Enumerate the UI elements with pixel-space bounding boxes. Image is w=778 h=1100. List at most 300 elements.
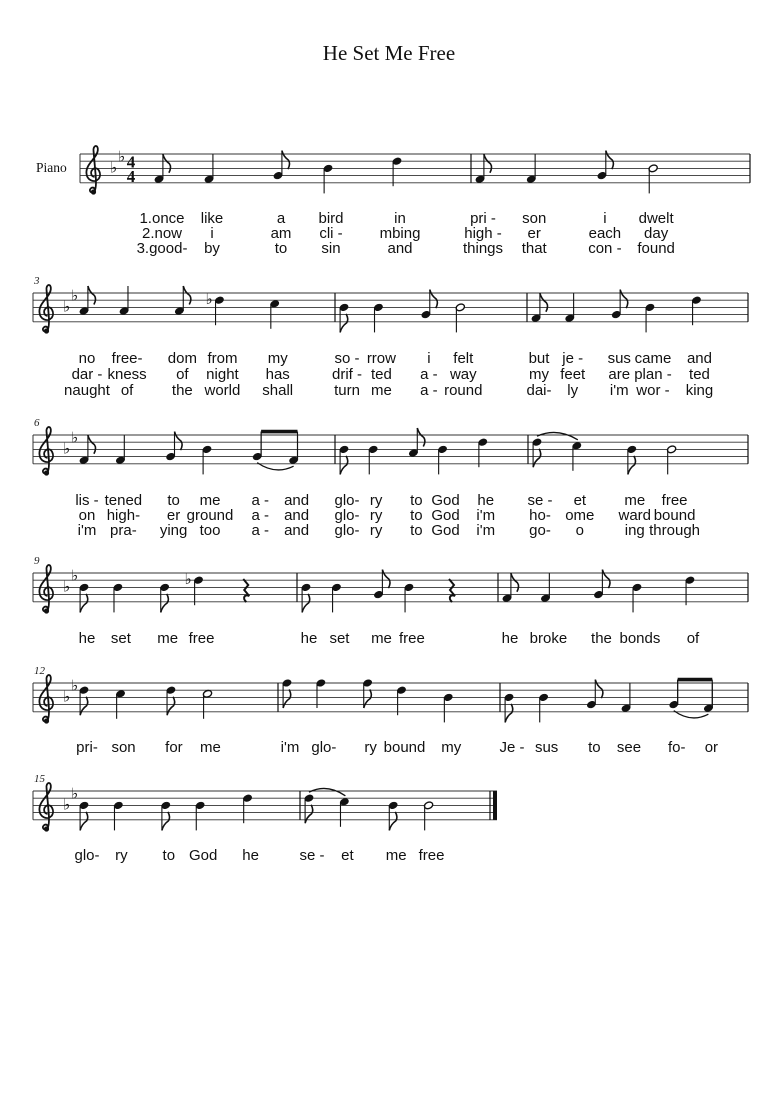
lyric-syllable: et (341, 847, 354, 864)
quarter-rest (243, 579, 249, 602)
lyric-syllable: round (444, 382, 483, 399)
eighth-flag-icon (533, 449, 541, 468)
lyric-syllable: er (527, 225, 541, 242)
lyric-syllable: for (165, 739, 183, 756)
treble-clef-icon-dot (44, 470, 49, 475)
lyric-syllable: found (637, 240, 675, 257)
note (443, 693, 453, 722)
lyric-syllable: pri- (76, 739, 98, 756)
treble-clef-icon (39, 285, 53, 332)
eighth-flag-icon (430, 290, 438, 309)
measure-number: 3 (34, 275, 40, 287)
eighth-flag-icon (183, 286, 191, 305)
lyric-syllable: each (588, 225, 622, 242)
lyric-syllable: on (78, 507, 96, 524)
lyric-syllable: glo- (74, 847, 100, 864)
system-2 (33, 275, 748, 399)
note (388, 801, 398, 830)
lyric-syllable: too (199, 522, 221, 539)
lyric-syllable: kness (107, 366, 147, 383)
lyric-syllable: se - (299, 847, 325, 864)
lyric-syllable: se - (527, 492, 553, 509)
key-signature-flat-icon: ♭ (71, 676, 79, 695)
eighth-flag-icon (540, 293, 548, 312)
key-signature-flat-icon: ♭ (71, 286, 79, 305)
lyric-syllable: the (171, 382, 193, 399)
lyric-syllable: from (207, 350, 238, 367)
note (79, 801, 89, 830)
lyric-syllable: to (410, 522, 423, 539)
note (396, 686, 406, 715)
note (572, 441, 582, 470)
lyric-syllable: ome (565, 507, 595, 524)
lyric-verse-3 (78, 522, 700, 539)
lyric-verse-3 (64, 382, 713, 399)
lyric-syllable: ho- (529, 507, 551, 524)
lyric-syllable: free (418, 847, 445, 864)
treble-clef-icon (86, 146, 100, 193)
lyric-syllable: drif - (332, 366, 362, 383)
note (368, 445, 378, 474)
eighth-flag-icon (340, 456, 348, 475)
lyric-syllable: set (110, 630, 131, 647)
quarter-rest-icon (243, 579, 249, 602)
note (115, 435, 125, 464)
lyric-syllable: con - (588, 240, 622, 257)
lyric-syllable: to (588, 739, 601, 756)
lyric-syllable: bound (383, 739, 426, 756)
eighth-flag-icon (511, 573, 519, 592)
lyric-syllable: my (529, 366, 549, 383)
note (323, 164, 333, 193)
eighth-flag-icon (80, 594, 88, 613)
lyric-syllable: but (528, 350, 550, 367)
lyric-syllable: of (120, 382, 134, 399)
lyric-syllable: he (78, 630, 96, 647)
eighth-flag-icon (80, 812, 88, 831)
key-signature-flat-icon: ♭ (63, 687, 71, 706)
note (166, 686, 176, 715)
key-signature-flat-icon: ♭ (63, 297, 71, 316)
lyric-syllable: free- (111, 350, 143, 367)
lyric-syllable: God (431, 522, 460, 539)
lyric-syllable: je - (562, 350, 584, 367)
lyric-verse-1 (79, 350, 712, 367)
eighth-flag-icon (88, 286, 96, 305)
treble-clef-icon-dot (44, 718, 49, 723)
key-signature-flat-icon: ♭ (63, 795, 71, 814)
measure-number: 15 (34, 773, 45, 785)
lyric-syllable: are (608, 366, 631, 383)
eighth-flag-icon (162, 812, 170, 831)
note (79, 286, 96, 315)
lyric-syllable: to (162, 847, 176, 864)
lyric-syllable: and (387, 240, 413, 257)
note (666, 445, 676, 474)
lyric-syllable: wor - (636, 382, 670, 399)
lyric-syllable: i (427, 350, 431, 367)
note (621, 683, 631, 712)
note (202, 445, 212, 474)
note (404, 583, 414, 612)
note (685, 576, 695, 605)
lyric-syllable: night (206, 366, 239, 383)
lyric-syllable: sus (534, 739, 559, 756)
lyric-syllable: my (441, 739, 462, 756)
eighth-flag-icon (382, 570, 390, 589)
key-signature-flat-icon: ♭ (71, 566, 79, 585)
lyric-syllable: world (204, 382, 241, 399)
lyric-syllable: rrow (366, 350, 396, 367)
lyric-syllable: God (431, 507, 460, 524)
score-systems (33, 146, 750, 864)
system-6 (33, 773, 497, 864)
note (270, 299, 280, 328)
slur (537, 432, 578, 439)
treble-clef-icon (39, 427, 53, 474)
lyric-syllable: glo- (334, 507, 360, 524)
lyric-syllable: ward (618, 507, 652, 524)
key-signature-flat-icon: ♭ (63, 577, 71, 596)
note (242, 794, 252, 823)
lyric-syllable: er (166, 507, 181, 524)
lyric-syllable: glo- (334, 522, 360, 539)
lyric-syllable: dwelt (638, 210, 674, 227)
lyric-syllable: broke (529, 630, 568, 647)
eighth-flag-icon (163, 154, 171, 173)
note (159, 583, 169, 612)
eighth-flag-icon (602, 570, 610, 589)
note (538, 693, 548, 722)
lyric-syllable: plan - (634, 366, 672, 383)
treble-clef-icon-dot (44, 826, 49, 831)
lyric-syllable: to (167, 492, 180, 509)
lyric-syllable: fo- (667, 739, 686, 756)
lyric-syllable: he (477, 492, 495, 509)
lyric-syllable: and (284, 492, 310, 509)
lyric-syllable: ing (624, 522, 645, 539)
lyric-syllable: a - (251, 492, 269, 509)
lyric-syllable: o (575, 522, 584, 539)
lyric-syllable: sus (607, 350, 631, 367)
lyric-verse-2 (72, 366, 710, 383)
treble-clef-icon (39, 565, 53, 612)
eighth-flag-icon (606, 151, 614, 170)
lyric-syllable: lis - (75, 492, 99, 509)
note (526, 154, 536, 183)
lyric-verse-1 (79, 630, 700, 647)
lyric-syllable: to (410, 507, 423, 524)
eighth-flag-icon (364, 690, 372, 709)
measure-number: 9 (34, 555, 40, 567)
lyric-syllable: bonds (619, 630, 661, 647)
note (392, 157, 402, 186)
lyric-syllable: through (649, 522, 701, 539)
lyric-syllable: pra- (110, 522, 137, 539)
key-signature-flat-icon: ♭ (71, 784, 79, 803)
note (475, 154, 492, 183)
treble-clef-icon (39, 783, 53, 830)
lyric-syllable: me (200, 739, 221, 756)
note (627, 445, 637, 474)
flat-accidental-icon: ♭ (205, 290, 213, 309)
eighth-flag-icon (505, 704, 513, 723)
lyric-syllable: et (573, 492, 587, 509)
lyric-syllable: ry (364, 739, 377, 756)
lyric-syllable: in (394, 210, 406, 227)
lyric-syllable: my (267, 350, 288, 367)
eighth-flag-icon (175, 432, 183, 451)
system-4 (33, 555, 748, 647)
lyric-syllable: see (616, 739, 642, 756)
song-title: He Set Me Free (322, 41, 456, 65)
eighth-flag-icon (161, 594, 169, 613)
lyric-syllable: pri - (470, 210, 496, 227)
lyric-syllable: ying (159, 522, 188, 539)
lyric-syllable: the (591, 630, 612, 647)
note (502, 573, 519, 602)
note (304, 794, 314, 823)
lyric-syllable: or (704, 739, 719, 756)
note (79, 583, 89, 612)
key-signature-flat-icon: ♭ (118, 147, 126, 166)
note (339, 303, 349, 332)
eighth-flag-icon (595, 680, 603, 699)
lyric-syllable: shall (262, 382, 294, 399)
lyric-syllable: to (274, 240, 288, 257)
lyric-syllable: i'm (609, 382, 629, 399)
lyric-syllable: a - (251, 522, 269, 539)
lyric-syllable: dai- (526, 382, 552, 399)
time-signature-beats: 4 (126, 152, 136, 172)
note (161, 801, 171, 830)
lyric-syllable: and (284, 522, 310, 539)
treble-clef-icon (39, 675, 53, 722)
lyric-syllable: ry (369, 522, 383, 539)
note (316, 679, 326, 708)
lyric-syllable: son (522, 210, 547, 227)
note (632, 583, 642, 612)
lyric-syllable: bound (653, 507, 696, 524)
lyric-syllable: me (370, 382, 392, 399)
lyric-syllable: high - (464, 225, 502, 242)
lyric-syllable: ted (689, 366, 710, 383)
lyric-syllable: feet (560, 366, 586, 383)
eighth-flag-icon (283, 690, 291, 709)
note (339, 445, 349, 474)
instrument-label: Piano (36, 160, 67, 175)
note (455, 303, 465, 332)
lyric-syllable: and (686, 350, 712, 367)
lyric-syllable: me (157, 630, 179, 647)
lyric-syllable: came (634, 350, 672, 367)
lyric-syllable: a - (420, 382, 438, 399)
note (504, 693, 514, 722)
lyric-syllable: i'm (476, 507, 496, 524)
note (119, 286, 129, 315)
note (565, 293, 575, 322)
note (79, 686, 89, 715)
eighth-flag-icon (628, 456, 636, 475)
lyric-syllable: tened (104, 492, 143, 509)
note (195, 801, 205, 830)
lyric-verse-1 (76, 739, 718, 756)
measure-number: 12 (34, 665, 45, 677)
lyric-syllable: i (210, 225, 214, 242)
system-5 (33, 665, 748, 756)
eighth-flag-icon (417, 428, 425, 447)
key-signature-flat-icon: ♭ (110, 158, 118, 177)
lyric-syllable: i'm (77, 522, 97, 539)
note (331, 583, 341, 612)
lyric-syllable: son (111, 739, 136, 756)
lyric-syllable: i'm (280, 739, 300, 756)
key-signature-flat-icon: ♭ (63, 439, 71, 458)
note (362, 679, 372, 708)
lyric-syllable: mbing (379, 225, 421, 242)
eighth-flag-icon (389, 812, 397, 831)
lyric-syllable: and (284, 507, 310, 524)
lyric-syllable: a - (251, 507, 269, 524)
lyric-syllable: he (501, 630, 519, 647)
lyric-syllable: Je - (499, 739, 525, 756)
lyric-syllable: ly (567, 382, 579, 399)
eighth-flag-icon (167, 697, 175, 716)
system-1 (80, 146, 750, 257)
note (282, 679, 292, 708)
note (478, 438, 488, 467)
eighth-flag-icon (282, 151, 290, 170)
eighth-flag-icon (340, 314, 348, 333)
lyric-syllable: am (270, 225, 292, 242)
eighth-flag-icon (305, 805, 313, 824)
lyric-syllable: i (603, 210, 607, 227)
system-3 (33, 417, 748, 539)
lyric-syllable: to (410, 492, 423, 509)
lyric-syllable: things (462, 240, 504, 257)
lyric-syllable: king (685, 382, 714, 399)
lyric-syllable: a - (420, 366, 438, 383)
lyric-syllable: of (686, 630, 700, 647)
note (532, 438, 542, 467)
eighth-flag-icon (302, 594, 310, 613)
lyric-syllable: me (199, 492, 221, 509)
lyric-syllable: 3.good- (136, 240, 188, 257)
lyric-syllable: like (200, 210, 224, 227)
lyric-syllable: set (329, 630, 350, 647)
note (408, 428, 425, 457)
lyric-syllable: go- (529, 522, 551, 539)
lyric-syllable: way (449, 366, 477, 383)
flat-accidental-icon: ♭ (184, 570, 192, 589)
eighth-flag-icon (620, 290, 628, 309)
note (115, 689, 125, 718)
lyric-syllable: me (385, 847, 407, 864)
lyric-syllable: day (644, 225, 669, 242)
note (691, 296, 701, 325)
eighth-flag-icon (484, 154, 492, 173)
lyric-syllable: bird (318, 210, 344, 227)
lyric-syllable: ground (186, 507, 234, 524)
lyric-syllable: ry (115, 847, 128, 864)
note (437, 445, 447, 474)
note (204, 154, 214, 183)
lyric-syllable: he (300, 630, 318, 647)
note (423, 801, 433, 830)
lyric-syllable: sin (321, 240, 341, 257)
lyric-syllable: dar - (71, 366, 103, 383)
eighth-flag-icon (88, 435, 96, 454)
treble-clef-icon-dot (44, 328, 49, 333)
note (301, 583, 311, 612)
lyric-syllable: God (431, 492, 460, 509)
lyric-syllable: i'm (476, 522, 496, 539)
lyric-syllable: high- (106, 507, 141, 524)
lyric-syllable: free (188, 630, 215, 647)
lyric-syllable: he (242, 847, 259, 864)
lyric-syllable: ry (369, 492, 383, 509)
lyric-verse-1 (74, 847, 444, 864)
note (113, 801, 123, 830)
lyric-verse-3 (137, 240, 675, 257)
lyric-syllable: felt (453, 350, 474, 367)
lyric-syllable: glo- (334, 492, 360, 509)
quarter-rest (449, 579, 455, 602)
note (339, 797, 349, 826)
lyric-syllable: cli - (319, 225, 343, 242)
measure-number: 6 (34, 417, 40, 429)
lyric-syllable: God (188, 847, 218, 864)
time-signature-beat-type: 4 (126, 167, 136, 186)
final-barline-thick (493, 791, 497, 820)
note (154, 154, 171, 183)
note (79, 435, 96, 464)
lyric-syllable: naught (64, 382, 110, 399)
lyric-syllable: free (661, 492, 688, 509)
lyric-syllable: free (399, 630, 425, 647)
lyric-syllable: by (204, 240, 220, 257)
lyric-syllable: dom (167, 350, 197, 367)
note (202, 689, 212, 718)
note (174, 286, 191, 315)
lyric-syllable: ted (370, 366, 392, 383)
note (648, 164, 658, 193)
note (645, 303, 655, 332)
note (531, 293, 548, 322)
lyric-syllable: me (371, 630, 392, 647)
key-signature-flat-icon: ♭ (71, 428, 79, 447)
quarter-rest-icon (449, 579, 455, 602)
slur (309, 788, 345, 795)
note (373, 303, 383, 332)
treble-clef-icon-dot (44, 608, 49, 613)
treble-clef-icon-dot (91, 189, 96, 194)
lyric-syllable: of (176, 366, 189, 383)
lyric-syllable: glo- (311, 739, 337, 756)
lyric-syllable: ry (369, 507, 383, 524)
lyric-syllable: me (624, 492, 646, 509)
lyric-syllable: a (276, 210, 286, 227)
lyric-syllable: has (265, 366, 290, 383)
lyric-syllable: 1.once (139, 210, 185, 227)
lyric-syllable: 2.now (141, 225, 183, 242)
note (540, 573, 550, 602)
lyric-syllable: so - (334, 350, 360, 367)
lyric-syllable: that (521, 240, 547, 257)
lyric-syllable: no (78, 350, 96, 367)
eighth-flag-icon (80, 697, 88, 716)
note (113, 583, 123, 612)
